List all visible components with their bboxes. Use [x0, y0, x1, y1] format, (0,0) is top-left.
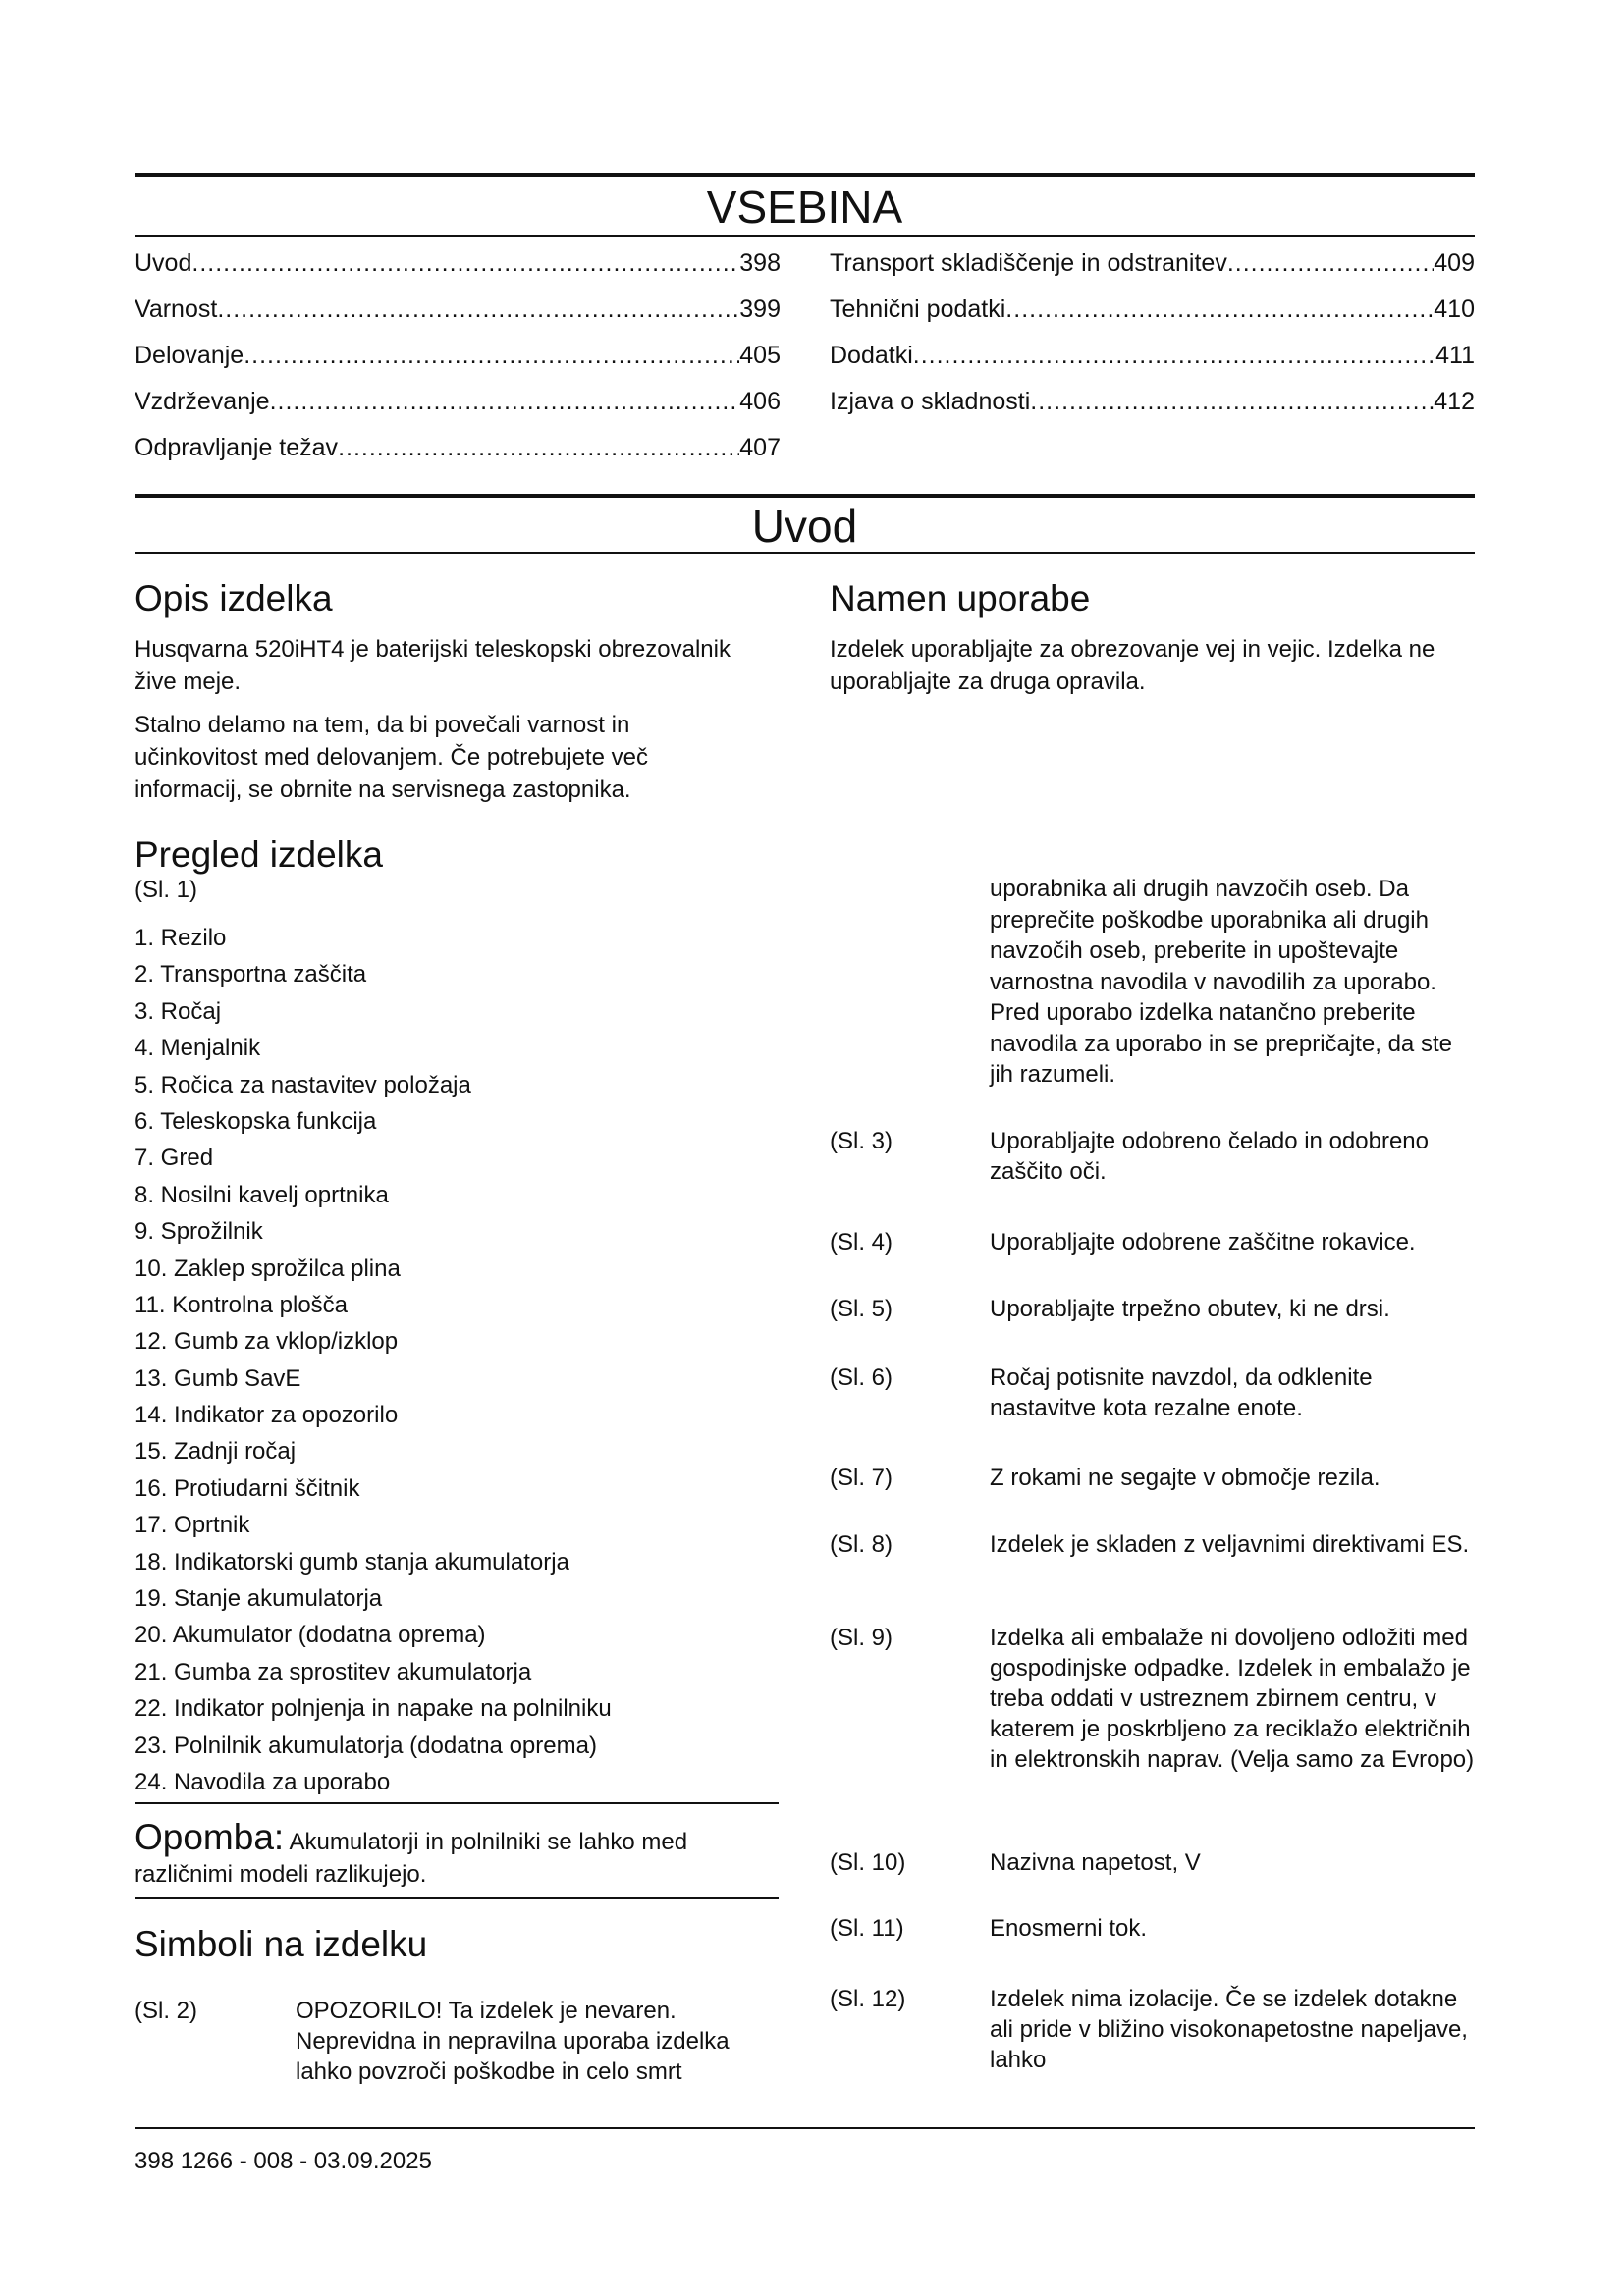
toc-right-column: [830, 249, 1475, 434]
note-block: [135, 1817, 779, 1891]
symbol-ref: (Sl. 4): [830, 1229, 893, 1255]
symbol-text: Nazivna napetost, V: [990, 1849, 1201, 1876]
toc-entry-label: Vzdrževanje: [135, 388, 270, 415]
toc-leader-dots: [270, 388, 740, 415]
parts-list-item: 1. Rezilo: [135, 925, 227, 951]
parts-list-item: 20. Akumulator (dodatna oprema): [135, 1622, 486, 1649]
symbol-text: Izdelek je skladen z veljavnimi direktivami ES.: [990, 1531, 1470, 1558]
note-heading: Opomba:: [135, 1817, 285, 1857]
toc-entry-page: 410: [1434, 295, 1475, 323]
toc-entry[interactable]: [135, 295, 781, 342]
parts-list-item: 15. Zadnji ročaj: [135, 1438, 297, 1466]
toc-entry-page: 407: [739, 434, 781, 461]
toc-entry-page: 411: [1435, 342, 1475, 369]
toc-leader-dots: [338, 434, 739, 461]
parts-list-item: 16. Protiudarni ščitnik: [135, 1474, 360, 1502]
symbol-ref: (Sl. 5): [830, 1296, 893, 1322]
toc-title-rule: [135, 235, 1475, 237]
toc-entry-page: 409: [1434, 249, 1475, 277]
symbol-ref: (Sl. 12): [830, 1986, 906, 2012]
parts-list-item: 2. Transportna zaščita: [135, 961, 367, 988]
symbol-text: Z rokami ne segajte v območje rezila.: [990, 1465, 1380, 1491]
toc-leader-dots: [191, 249, 739, 277]
symbol-ref: (Sl. 3): [830, 1128, 893, 1154]
parts-list-item: 5. Ročica za nastavitev položaja: [135, 1071, 471, 1098]
intro-top-rule: [135, 494, 1475, 498]
symbol-text: Uporabljajte odobrene zaščitne rokavice.: [990, 1229, 1416, 1255]
toc-entry[interactable]: [830, 249, 1475, 295]
parts-list-item: 18. Indikatorski gumb stanja akumulatorja: [135, 1548, 569, 1575]
symbol-ref: (Sl. 9): [830, 1625, 893, 1651]
toc-entry[interactable]: [830, 342, 1475, 388]
note-bottom-rule: [135, 1897, 779, 1899]
note-top-rule: [135, 1802, 779, 1804]
opis-heading: Opis izdelka: [135, 578, 333, 618]
toc-entry-page: 399: [739, 295, 781, 323]
parts-list-item: 19. Stanje akumulatorja: [135, 1585, 383, 1613]
parts-list-item: 11. Kontrolna plošča: [135, 1291, 349, 1318]
toc-entry-page: 406: [739, 388, 781, 415]
footer-rule: [135, 2127, 1475, 2129]
symbol-sl2-continued: uporabnika ali drugih navzočih oseb. Da preprečite poškodbe uporabnika ali drugih navzočih oseb, preberite in upoštevajte varnostna navodila v navodilih za uporabo. Pred uporabo izdelka natančno preberite navodila za uporabo in se prepričajte, da ste jih razumeli.: [990, 876, 1452, 1088]
toc-entry-page: 405: [739, 342, 781, 369]
symbol-ref: (Sl. 2): [135, 1998, 198, 2024]
parts-list-item: 3. Ročaj: [135, 997, 222, 1025]
symbol-ref: (Sl. 10): [830, 1849, 906, 1876]
toc-entry-label: Varnost: [135, 295, 218, 323]
toc-leader-dots: [1030, 388, 1434, 415]
toc-entry-page: 412: [1434, 388, 1475, 415]
parts-list-item: 7. Gred: [135, 1145, 214, 1172]
toc-leader-dots: [217, 295, 739, 323]
toc-leader-dots: [244, 342, 739, 369]
parts-list-item: 24. Navodila za uporabo: [135, 1768, 391, 1795]
toc-entry-label: Dodatki: [830, 342, 913, 369]
toc-entry[interactable]: [830, 388, 1475, 434]
symbol-text: Izdelka ali embalaže ni dovoljeno odložiti med gospodinjske odpadke. Izdelek in embalažo je treba oddati v ustreznem zbirnem centru, v katerem je poskrbljeno za reciklažo električnih in elektronskih naprav. (Velja samo za Evropo): [990, 1625, 1475, 1773]
pregled-figure-ref: (Sl. 1): [135, 877, 198, 903]
intro-title-rule: [135, 552, 1475, 554]
toc-entry-label: Izjava o skladnosti: [830, 388, 1031, 415]
toc-entry-page: 398: [739, 249, 781, 277]
parts-list-item: 6. Teleskopska funkcija: [135, 1107, 377, 1135]
toc-leader-dots: [1227, 249, 1434, 277]
toc-entry-label: Uvod: [135, 249, 192, 277]
toc-entry[interactable]: [135, 249, 781, 295]
parts-list-item: 22. Indikator polnjenja in napake na polnilniku: [135, 1695, 612, 1723]
symbol-ref: (Sl. 11): [830, 1915, 904, 1942]
toc-title: VSEBINA: [706, 182, 903, 233]
toc-left-column: [135, 249, 781, 480]
simboli-heading: Simboli na izdelku: [135, 1924, 428, 1964]
parts-list-item: 21. Gumba za sprostitev akumulatorja: [135, 1658, 532, 1685]
symbol-text: Ročaj potisnite navzdol, da odklenite nastavitve kota rezalne enote.: [990, 1364, 1373, 1421]
parts-list: [135, 920, 773, 1800]
namen-paragraph: Izdelek uporabljajte za obrezovanje vej in vejic. Izdelka ne uporabljajte za druga opravila.: [830, 636, 1435, 695]
toc-entry[interactable]: [830, 295, 1475, 342]
opis-paragraph-2: Stalno delamo na tem, da bi povečali varnost in učinkovitost med delovanjem. Če potrebujete več informacij, se obrnite na servisnega zastopnika.: [135, 712, 648, 803]
symbol-ref: (Sl. 7): [830, 1465, 893, 1491]
toc-entry-label: Odpravljanje težav: [135, 434, 339, 461]
toc-leader-dots: [913, 342, 1435, 369]
parts-list-item: 17. Oprtnik: [135, 1512, 250, 1539]
symbol-text: Uporabljajte trpežno obutev, ki ne drsi.: [990, 1296, 1390, 1322]
symbol-text: OPOZORILO! Ta izdelek je nevaren. Neprevidna in nepravilna uporaba izdelka lahko povzroči poškodbe in celo smrt: [296, 1998, 730, 2085]
toc-leader-dots: [1005, 295, 1434, 323]
intro-title: Uvod: [751, 501, 858, 552]
parts-list-item: 23. Polnilnik akumulatorja (dodatna oprema): [135, 1732, 597, 1759]
parts-list-item: 13. Gumb SavE: [135, 1364, 301, 1392]
pregled-heading: Pregled izdelka: [135, 834, 383, 875]
note-text: Akumulatorji in polnilniki se lahko med različnimi modeli razlikujejo.: [135, 1829, 688, 1888]
toc-entry[interactable]: [135, 342, 781, 388]
symbol-text: Uporabljajte odobreno čelado in odobreno zaščito oči.: [990, 1128, 1429, 1185]
toc-top-rule: [135, 173, 1475, 177]
parts-list-item: 9. Sprožilnik: [135, 1218, 263, 1246]
parts-list-item: 8. Nosilni kavelj oprtnika: [135, 1181, 389, 1208]
parts-list-item: 12. Gumb za vklop/izklop: [135, 1328, 399, 1356]
toc-entry-label: Delovanje: [135, 342, 244, 369]
parts-list-item: 4. Menjalnik: [135, 1035, 261, 1062]
footer-text: 398 1266 - 008 - 03.09.2025: [135, 2148, 432, 2174]
opis-paragraph-1: Husqvarna 520iHT4 je baterijski teleskopski obrezovalnik žive meje.: [135, 636, 731, 695]
toc-entry-label: Tehnični podatki: [830, 295, 1006, 323]
toc-entry[interactable]: [135, 388, 781, 434]
toc-entry-label: Transport skladiščenje in odstranitev: [830, 249, 1227, 277]
namen-heading: Namen uporabe: [830, 578, 1091, 618]
parts-list-item: 14. Indikator za opozorilo: [135, 1402, 399, 1429]
symbol-ref: (Sl. 6): [830, 1364, 893, 1391]
parts-list-item: 10. Zaklep sprožilca plina: [135, 1255, 401, 1282]
symbol-ref: (Sl. 8): [830, 1531, 893, 1558]
symbol-text: Enosmerni tok.: [990, 1915, 1148, 1942]
symbol-text: Izdelek nima izolacije. Če se izdelek dotakne ali pride v bližino visokonapetostne napeljave, lahko: [990, 1986, 1468, 2073]
toc-entry[interactable]: [135, 434, 781, 480]
